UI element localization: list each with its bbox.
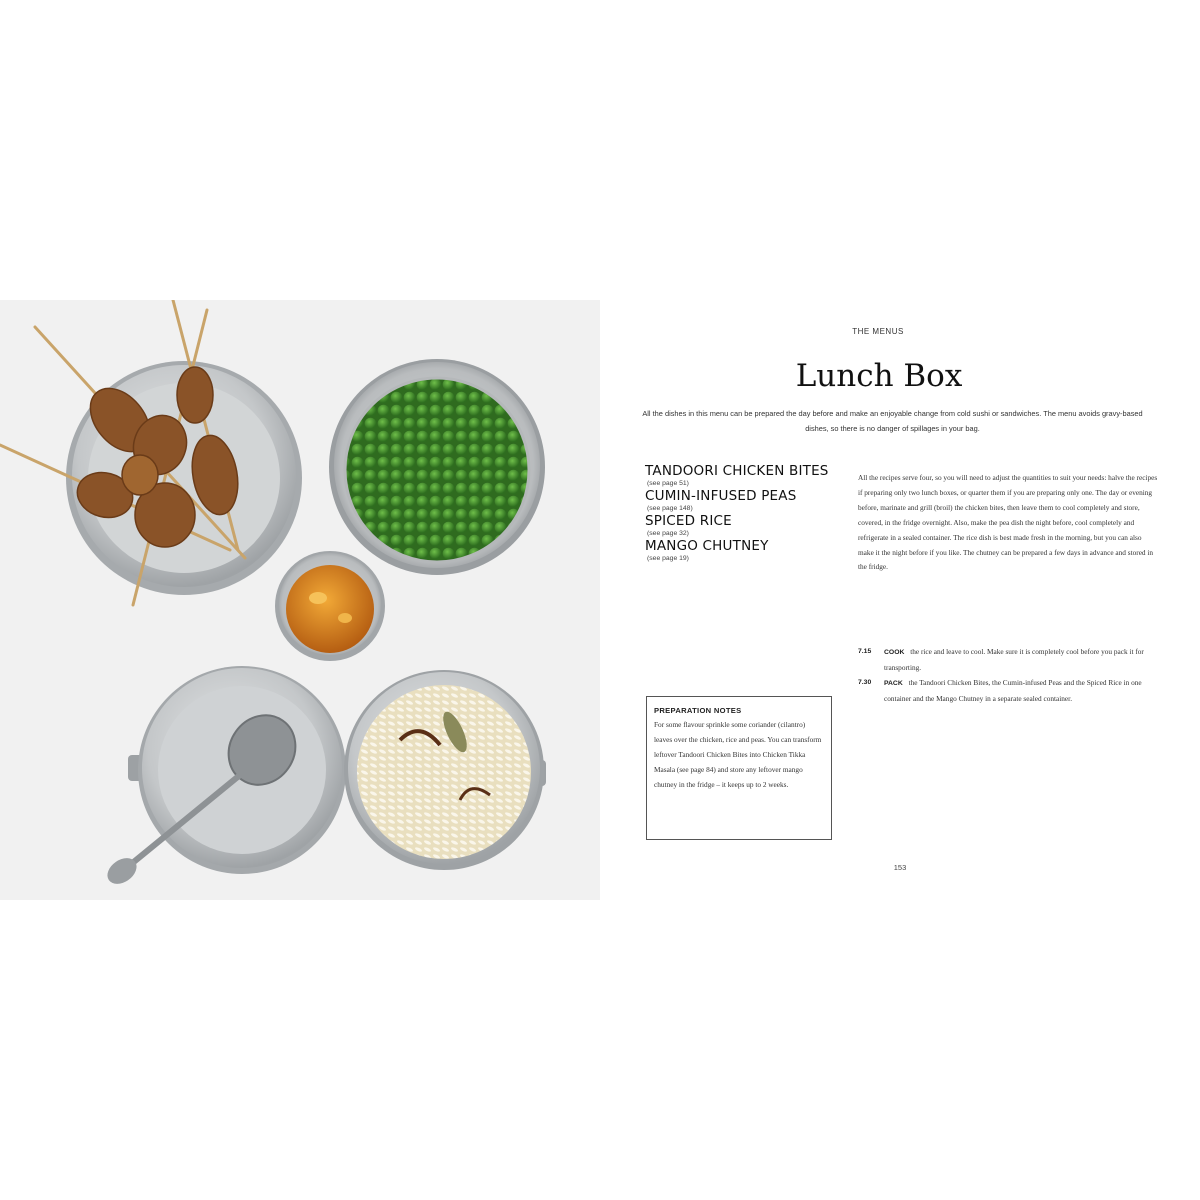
- timeline-step: [858, 645, 1158, 676]
- menu-item: [645, 539, 845, 564]
- step-verb: PACK: [884, 679, 903, 687]
- menu-item: [645, 514, 845, 539]
- mango-chutney-pot: [275, 551, 385, 661]
- timeline-step: [858, 676, 1158, 707]
- peas-bowl: [329, 359, 545, 575]
- tin-lid-with-spoon: [103, 666, 346, 889]
- page-title: Lunch Box: [795, 358, 963, 394]
- step-text: the rice and leave to cool. Make sure it is completely cool before you pack it for transporting.: [884, 647, 1144, 672]
- menu-item-name: CUMIN-INFUSED PEAS: [645, 488, 797, 504]
- menu-item-page-ref: (see page 51): [647, 480, 689, 487]
- menu-item-name: TANDOORI CHICKEN BITES: [645, 463, 829, 479]
- step-text: the Tandoori Chicken Bites, the Cumin-infused Peas and the Spiced Rice in one container and the Mango Chutney in a separate sealed container.: [884, 677, 1142, 703]
- menu-item: [645, 464, 845, 489]
- preparation-notes-box: [646, 696, 832, 840]
- page-number: 153: [893, 863, 907, 872]
- menu-item-name: MANGO CHUTNEY: [645, 538, 769, 554]
- food-photo: [0, 300, 600, 900]
- step-time: 7.15: [858, 648, 872, 655]
- menu-list: [645, 464, 845, 564]
- step-verb: COOK: [884, 649, 905, 656]
- spiced-rice-tin: [344, 670, 546, 870]
- notes-heading: PREPARATION NOTES: [654, 706, 742, 715]
- timeline-steps: [858, 645, 1158, 707]
- step-time: 7.30: [858, 678, 872, 686]
- notes-text: For some flavour sprinkle some coriander (cilantro) leaves over the chicken, rice and peas. You can transform leftover Tandoori Chicken Bites into Chicken Tikka Masala (see page 84) and store any leftover mango chutney in the fridge – it keeps up to 2 weeks.: [654, 720, 822, 789]
- menu-item-page-ref: (see page 32): [647, 530, 689, 537]
- body-paragraph: All the recipes serve four, so you will need to adjust the quantities to suit your needs: halve the recipes if preparing only two lunch boxes, or quarter them if you are preparing only one. The day or evening before, marinate and grill (broil) the chicken bites, then leave them to cool completely and store, covered, in the fridge overnight. Also, make the pea dish the night before, cool completely and refrigerate in a sealed container. The rice dish is best made fresh in the morning, but you can also make it the night before if you like. The chutney can be prepared a few days in advance and stored in the fridge.: [858, 473, 1158, 572]
- intro-paragraph: All the dishes in this menu can be prepared the day before and make an enjoyable change from cold sushi or sandwiches. The menu avoids gravy-based dishes, so there is no danger of spillages in your bag.: [642, 409, 1143, 433]
- section-label: THE MENUS: [852, 327, 904, 336]
- menu-item-page-ref: (see page 148): [647, 505, 693, 512]
- menu-item-page-ref: (see page 19): [647, 555, 689, 562]
- menu-item-name: SPICED RICE: [645, 513, 732, 529]
- menu-item: [645, 489, 845, 514]
